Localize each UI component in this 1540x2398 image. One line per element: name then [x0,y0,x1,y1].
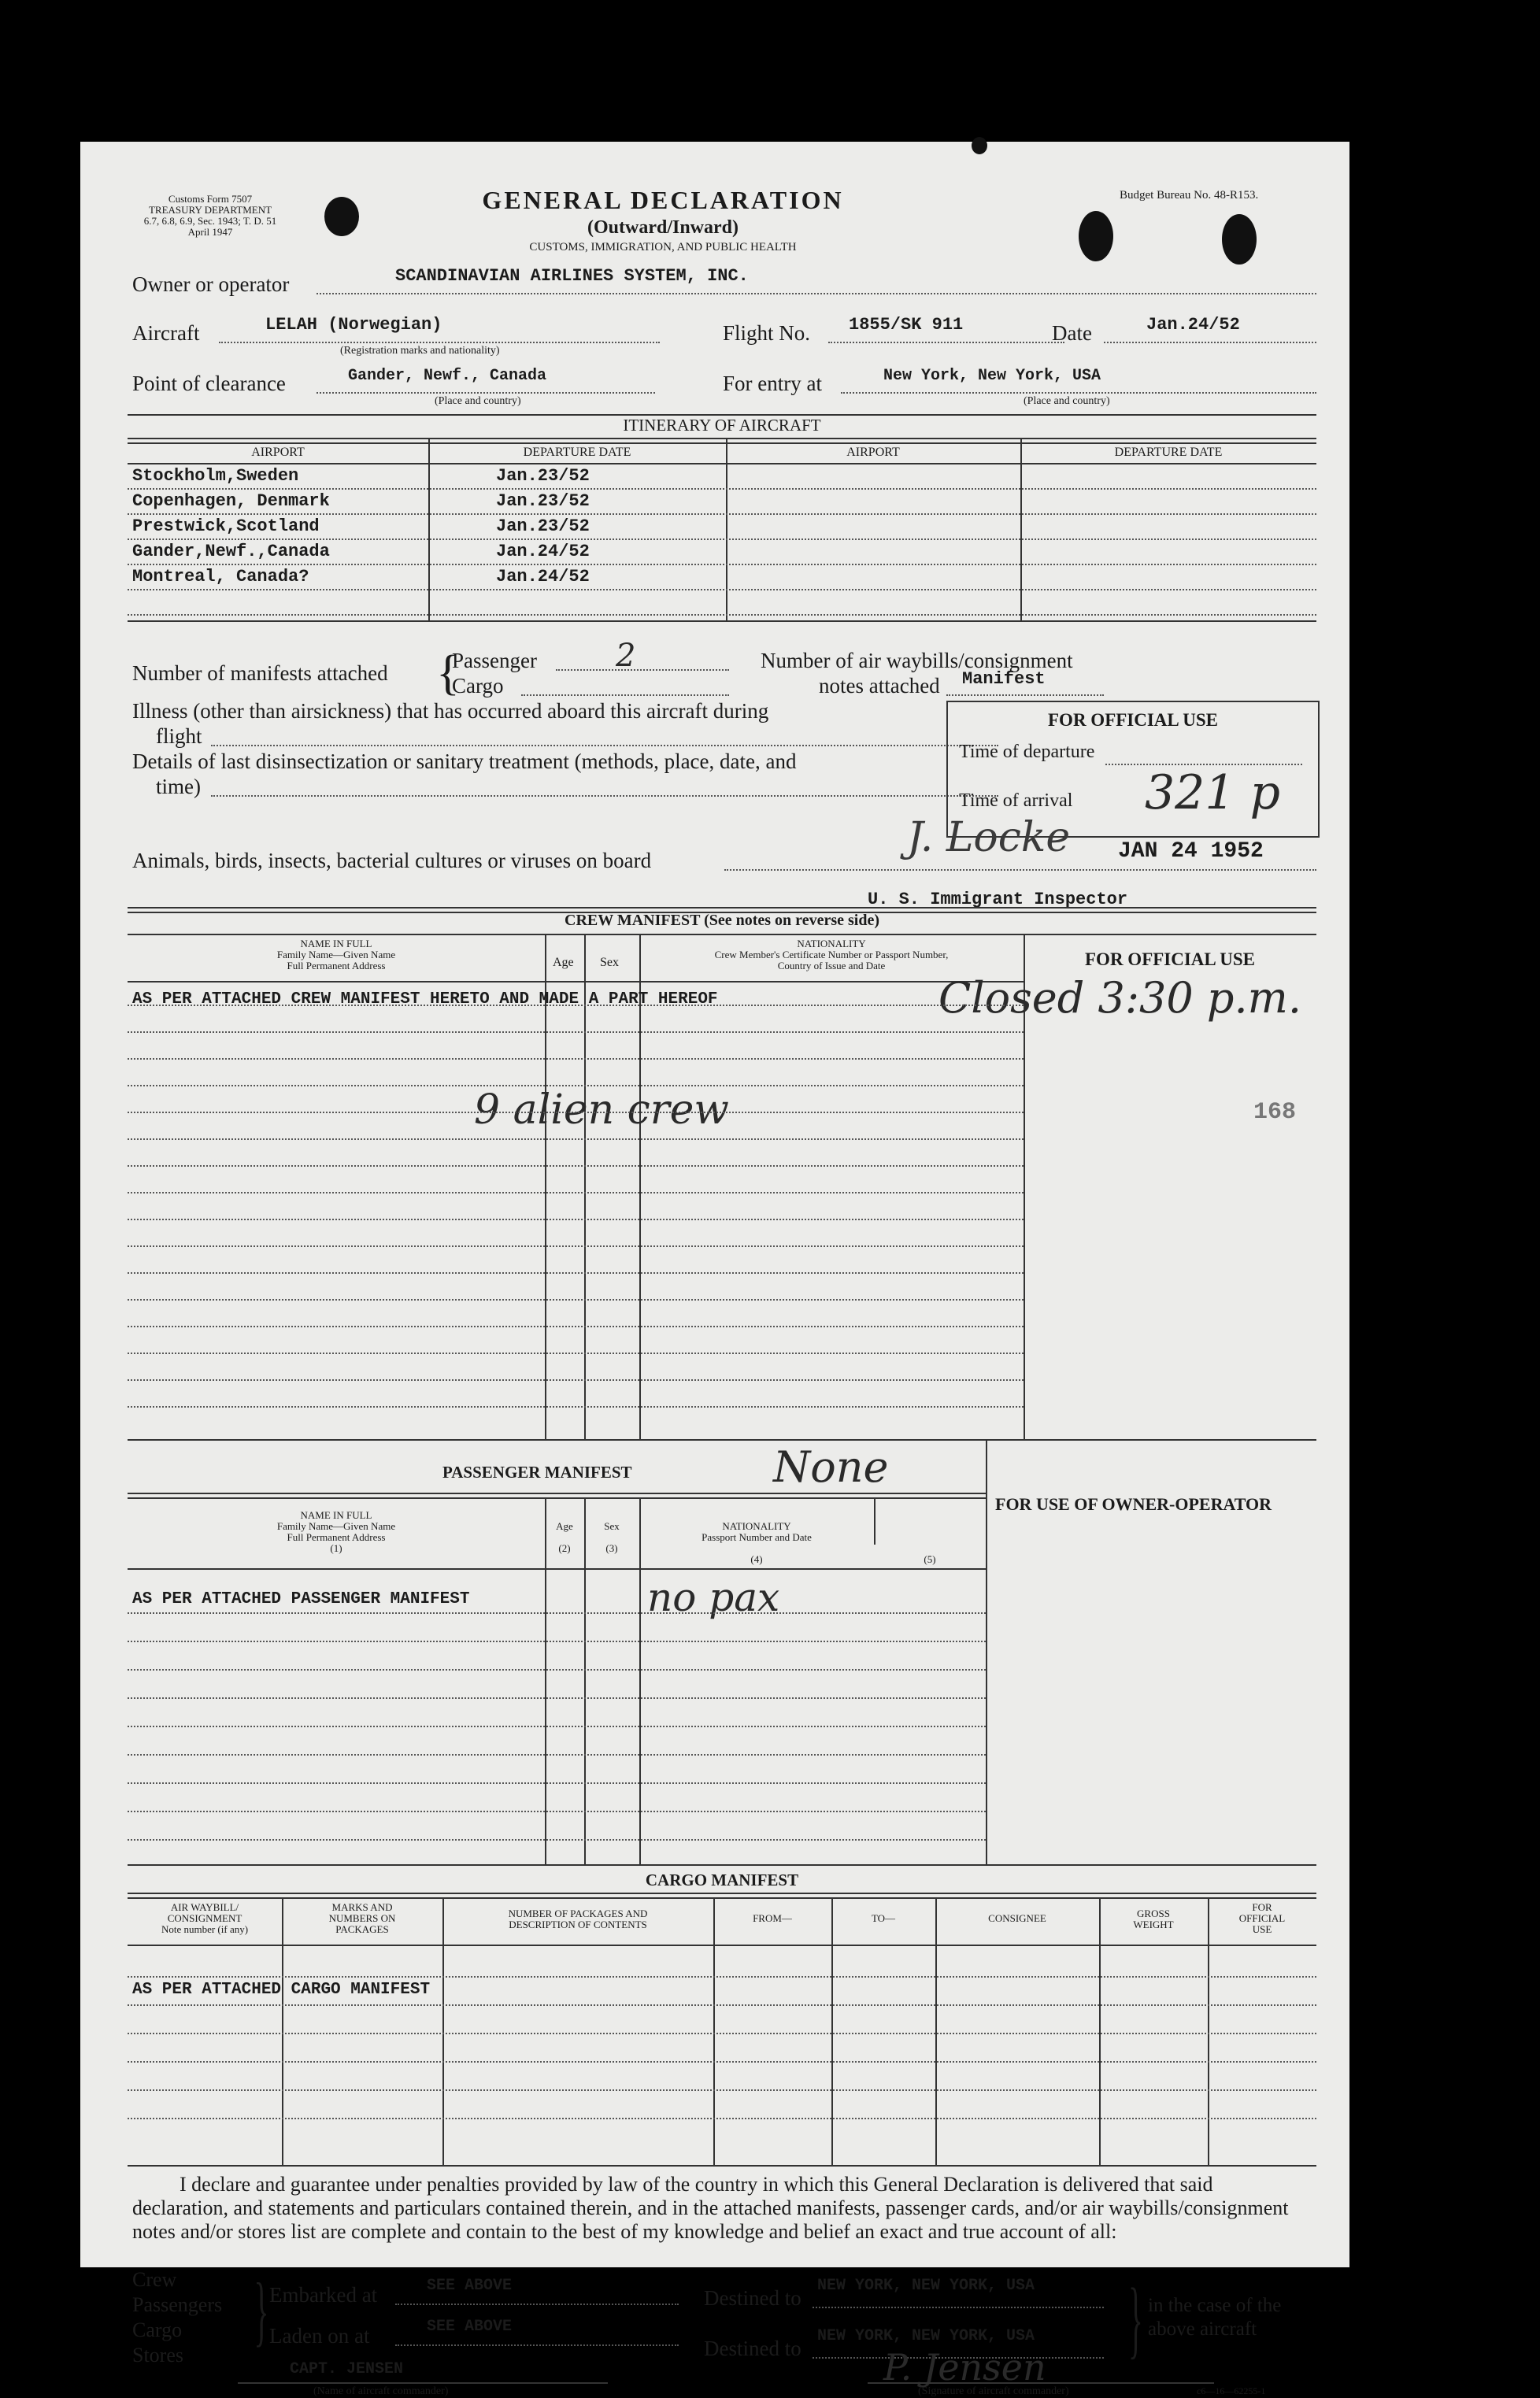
aircraft-value: LELAH (Norwegian) [265,315,442,335]
itinerary-date: Jan.24/52 [496,567,590,587]
destined-value-1: NEW YORK, NEW YORK, USA [817,2277,1035,2295]
pax-col-nat-title: NATIONALITY [722,1520,791,1532]
pax-col-name-title: NAME IN FULL [300,1509,372,1521]
cargo-title: CARGO MANIFEST [645,1871,799,1889]
ink-blot [972,137,987,154]
commander-name: CAPT. JENSEN [290,2360,404,2378]
time-word: time) [156,775,201,798]
illness-label: Illness (other than airsickness) that has occurred aboard this aircraft during [132,699,769,723]
inspector-title: U. S. Immigrant Inspector [868,890,1128,909]
destined-label-2: Destined to [704,2337,801,2360]
inspection-stamp-date: JAN 24 1952 [1118,839,1264,864]
pax-col-sex-title: Sex [604,1520,620,1532]
aircraft-caption: (Registration marks and nationality) [340,345,500,357]
itinerary-title: ITINERARY OF AIRCRAFT [623,416,821,435]
category-brace: } [254,2267,269,2354]
declaration-form [80,142,1349,2397]
flight-value: 1855/SK 911 [849,315,964,335]
destined-value-2: NEW YORK, NEW YORK, USA [817,2327,1035,2345]
itinerary-date: Jan.23/52 [496,491,590,511]
declaration-categories [132,2267,222,2368]
cargo-col-to: TO— [871,1912,896,1924]
form-refs: 6.7, 6.8, 6.9, Sec. 1943; T. D. 51 [143,215,277,227]
crew-alien-note: 9 alien crew [474,1086,729,1134]
owner-label: Owner or operator [132,272,290,296]
itinerary-date: Jan.23/52 [496,516,590,536]
pax-col-num5: (5) [924,1553,936,1565]
laden-value: SEE ABOVE [427,2318,513,2336]
destination-brace: } [1128,2270,1143,2367]
itinerary-airport: Copenhagen, Denmark [132,491,330,511]
passenger-count: 2 [616,638,636,674]
notes-value: Manifest [962,669,1046,689]
category-cargo: Cargo [132,2318,183,2341]
arrival-time-value: 321 p [1145,765,1281,820]
crew-typed-entry: AS PER ATTACHED CREW MANIFEST HERETO AND MADE A PART HEREOF [132,990,718,1008]
cargo-col-weight: GROSS WEIGHT [1133,1908,1174,1930]
owner-operator-use: FOR USE OF OWNER-OPERATOR [995,1494,1272,1514]
crew-col-nat-title: NATIONALITY [797,938,866,949]
itinerary-airport: Stockholm,Sweden [132,466,299,486]
manifests-brace: { [436,646,460,700]
itinerary-col-departure-1: DEPARTURE DATE [523,446,631,459]
category-stores: Stores [132,2344,183,2367]
pax-col-name-sub: Family Name—Given Name Full Permanent Address [276,1520,396,1543]
budget-number: Budget Bureau No. 48-R153. [1120,189,1259,202]
inspector-signature: J. Locke [907,814,1071,861]
pax-col-num4: (4) [750,1553,763,1565]
owner-value: SCANDINAVIAN AIRLINES SYSTEM, INC. [395,266,749,286]
pax-col-age-title: Age [556,1520,573,1532]
pax-col-age [545,1521,584,1554]
itinerary-col-airport-1: AIRPORT [251,446,305,459]
crew-stamp-number: 168 [1253,1099,1297,1126]
aircraft-label: Aircraft [132,321,200,345]
crew-closed-note: Closed 3:30 p.m. [938,973,1302,1023]
passenger-typed-entry: AS PER ATTACHED PASSENGER MANIFEST [132,1590,470,1608]
waybills-label: Number of air waybills/consignment [761,649,1073,672]
itinerary-airport: Prestwick,Scotland [132,516,320,536]
commander-caption: (Name of aircraft commander) [313,2385,449,2397]
notes-label: notes attached [819,674,940,698]
official-use-title: FOR OFFICIAL USE [1048,710,1218,730]
pax-col-num2: (2) [558,1542,571,1554]
pax-col-nationality [639,1521,874,1565]
pax-col-num3: (3) [605,1542,618,1554]
cargo-typed-entry: AS PER ATTACHED CARGO MANIFEST [132,1981,431,1999]
crew-col-nat-sub: Crew Member's Certificate Number or Passport Number, Country of Issue and Date [714,949,949,971]
itinerary-col-departure-2: DEPARTURE DATE [1114,446,1223,459]
passenger-title: PASSENGER MANIFEST [442,1463,632,1482]
cargo-col-marks: MARKS AND NUMBERS ON PACKAGES [328,1901,396,1935]
laden-label: Laden on at [269,2324,370,2348]
crew-col-name-title: NAME IN FULL [300,938,372,949]
pax-col-sex [584,1521,639,1554]
clearance-caption: (Place and country) [435,395,521,407]
crew-official-use: FOR OFFICIAL USE [1085,949,1255,969]
ink-blot [324,197,359,236]
pax-col-num1: (1) [330,1542,342,1554]
ink-blot [1079,211,1113,261]
pax-col-nat-sub: Passport Number and Date [702,1531,812,1543]
clearance-value: Gander, Newf., Canada [348,367,547,385]
itinerary-date: Jan.23/52 [496,466,590,486]
crew-col-name [128,938,545,971]
arrival-time-label: Time of arrival [959,790,1073,811]
entry-caption: (Place and country) [1024,395,1110,407]
crew-title: CREW MANIFEST (See notes on reverse side) [565,912,879,929]
itinerary-date: Jan.24/52 [496,542,590,561]
itinerary-airport: Gander,Newf.,Canada [132,542,330,561]
crew-col-nationality [639,938,1024,971]
cargo-col-official: FOR OFFICIAL USE [1238,1901,1286,1935]
crew-col-age: Age [553,956,574,969]
category-crew: Crew [132,2268,177,2291]
manifests-label: Number of manifests attached [132,661,388,685]
destined-label-1: Destined to [704,2286,801,2310]
embarked-value: SEE ABOVE [427,2277,513,2295]
form-subtitle: CUSTOMS, IMMIGRATION, AND PUBLIC HEALTH [529,241,797,253]
passenger-nopax-note: no pax [647,1575,780,1620]
form-date: April 1947 [187,226,233,238]
disinsect-label: Details of last disinsectization or sanitary treatment (methods, place, date, and [132,749,797,773]
form-id-block [112,194,309,238]
commander-signature: P. Jensen [883,2346,1046,2389]
declaration-text: I declare and guarantee under penalties provided by law of the country in which this General Declaration is delivered that said declaration, and statements and particulars contained therein, and in the attached manifests, passenger cards, and/or air waybills/consignment notes and/or stores list are complete and contain to the best of my knowledge and belief an exact and true account of all: [132,2173,1289,2243]
passenger-label: Passenger [452,649,537,672]
cargo-col-waybill: AIR WAYBILL/ CONSIGNMENT Note number (if any) [161,1901,249,1935]
form-number: Customs Form 7507 [168,193,253,205]
entry-label: For entry at [723,372,822,395]
cargo-col-from: FROM— [753,1912,792,1924]
ink-blot [1222,214,1257,265]
pax-col-name [128,1510,545,1554]
department: TREASURY DEPARTMENT [148,204,272,216]
signature-caption: (Signature of aircraft commander) [918,2385,1069,2397]
itinerary-airport: Montreal, Canada? [132,567,309,587]
category-passengers: Passengers [132,2293,223,2316]
passenger-none-note: None [773,1442,889,1492]
clearance-label: Point of clearance [132,372,286,395]
animals-label: Animals, birds, insects, bacterial cultures or viruses on board [132,849,652,872]
bracket-note: in the case of the above aircraft [1148,2295,1282,2340]
date-value: Jan.24/52 [1146,315,1240,335]
departure-time-label: Time of departure [959,742,1095,762]
form-direction: (Outward/Inward) [587,217,739,238]
entry-value: New York, New York, USA [883,367,1101,385]
cargo-label: Cargo [452,674,504,698]
date-label: Date [1052,321,1092,345]
flight-label: Flight No. [723,321,811,345]
print-code: c6—16—62255-1 [1197,2385,1266,2396]
cargo-col-number: NUMBER OF PACKAGES AND DESCRIPTION OF CONTENTS [508,1908,648,1930]
form-title: GENERAL DECLARATION [482,186,844,214]
itinerary-col-airport-2: AIRPORT [846,446,900,459]
flight-word: flight [156,724,202,748]
crew-col-sex: Sex [600,956,619,969]
embarked-label: Embarked at [269,2283,378,2307]
crew-col-name-sub: Family Name—Given Name Full Permanent Address [276,949,396,971]
cargo-col-consignee: CONSIGNEE [988,1912,1046,1924]
